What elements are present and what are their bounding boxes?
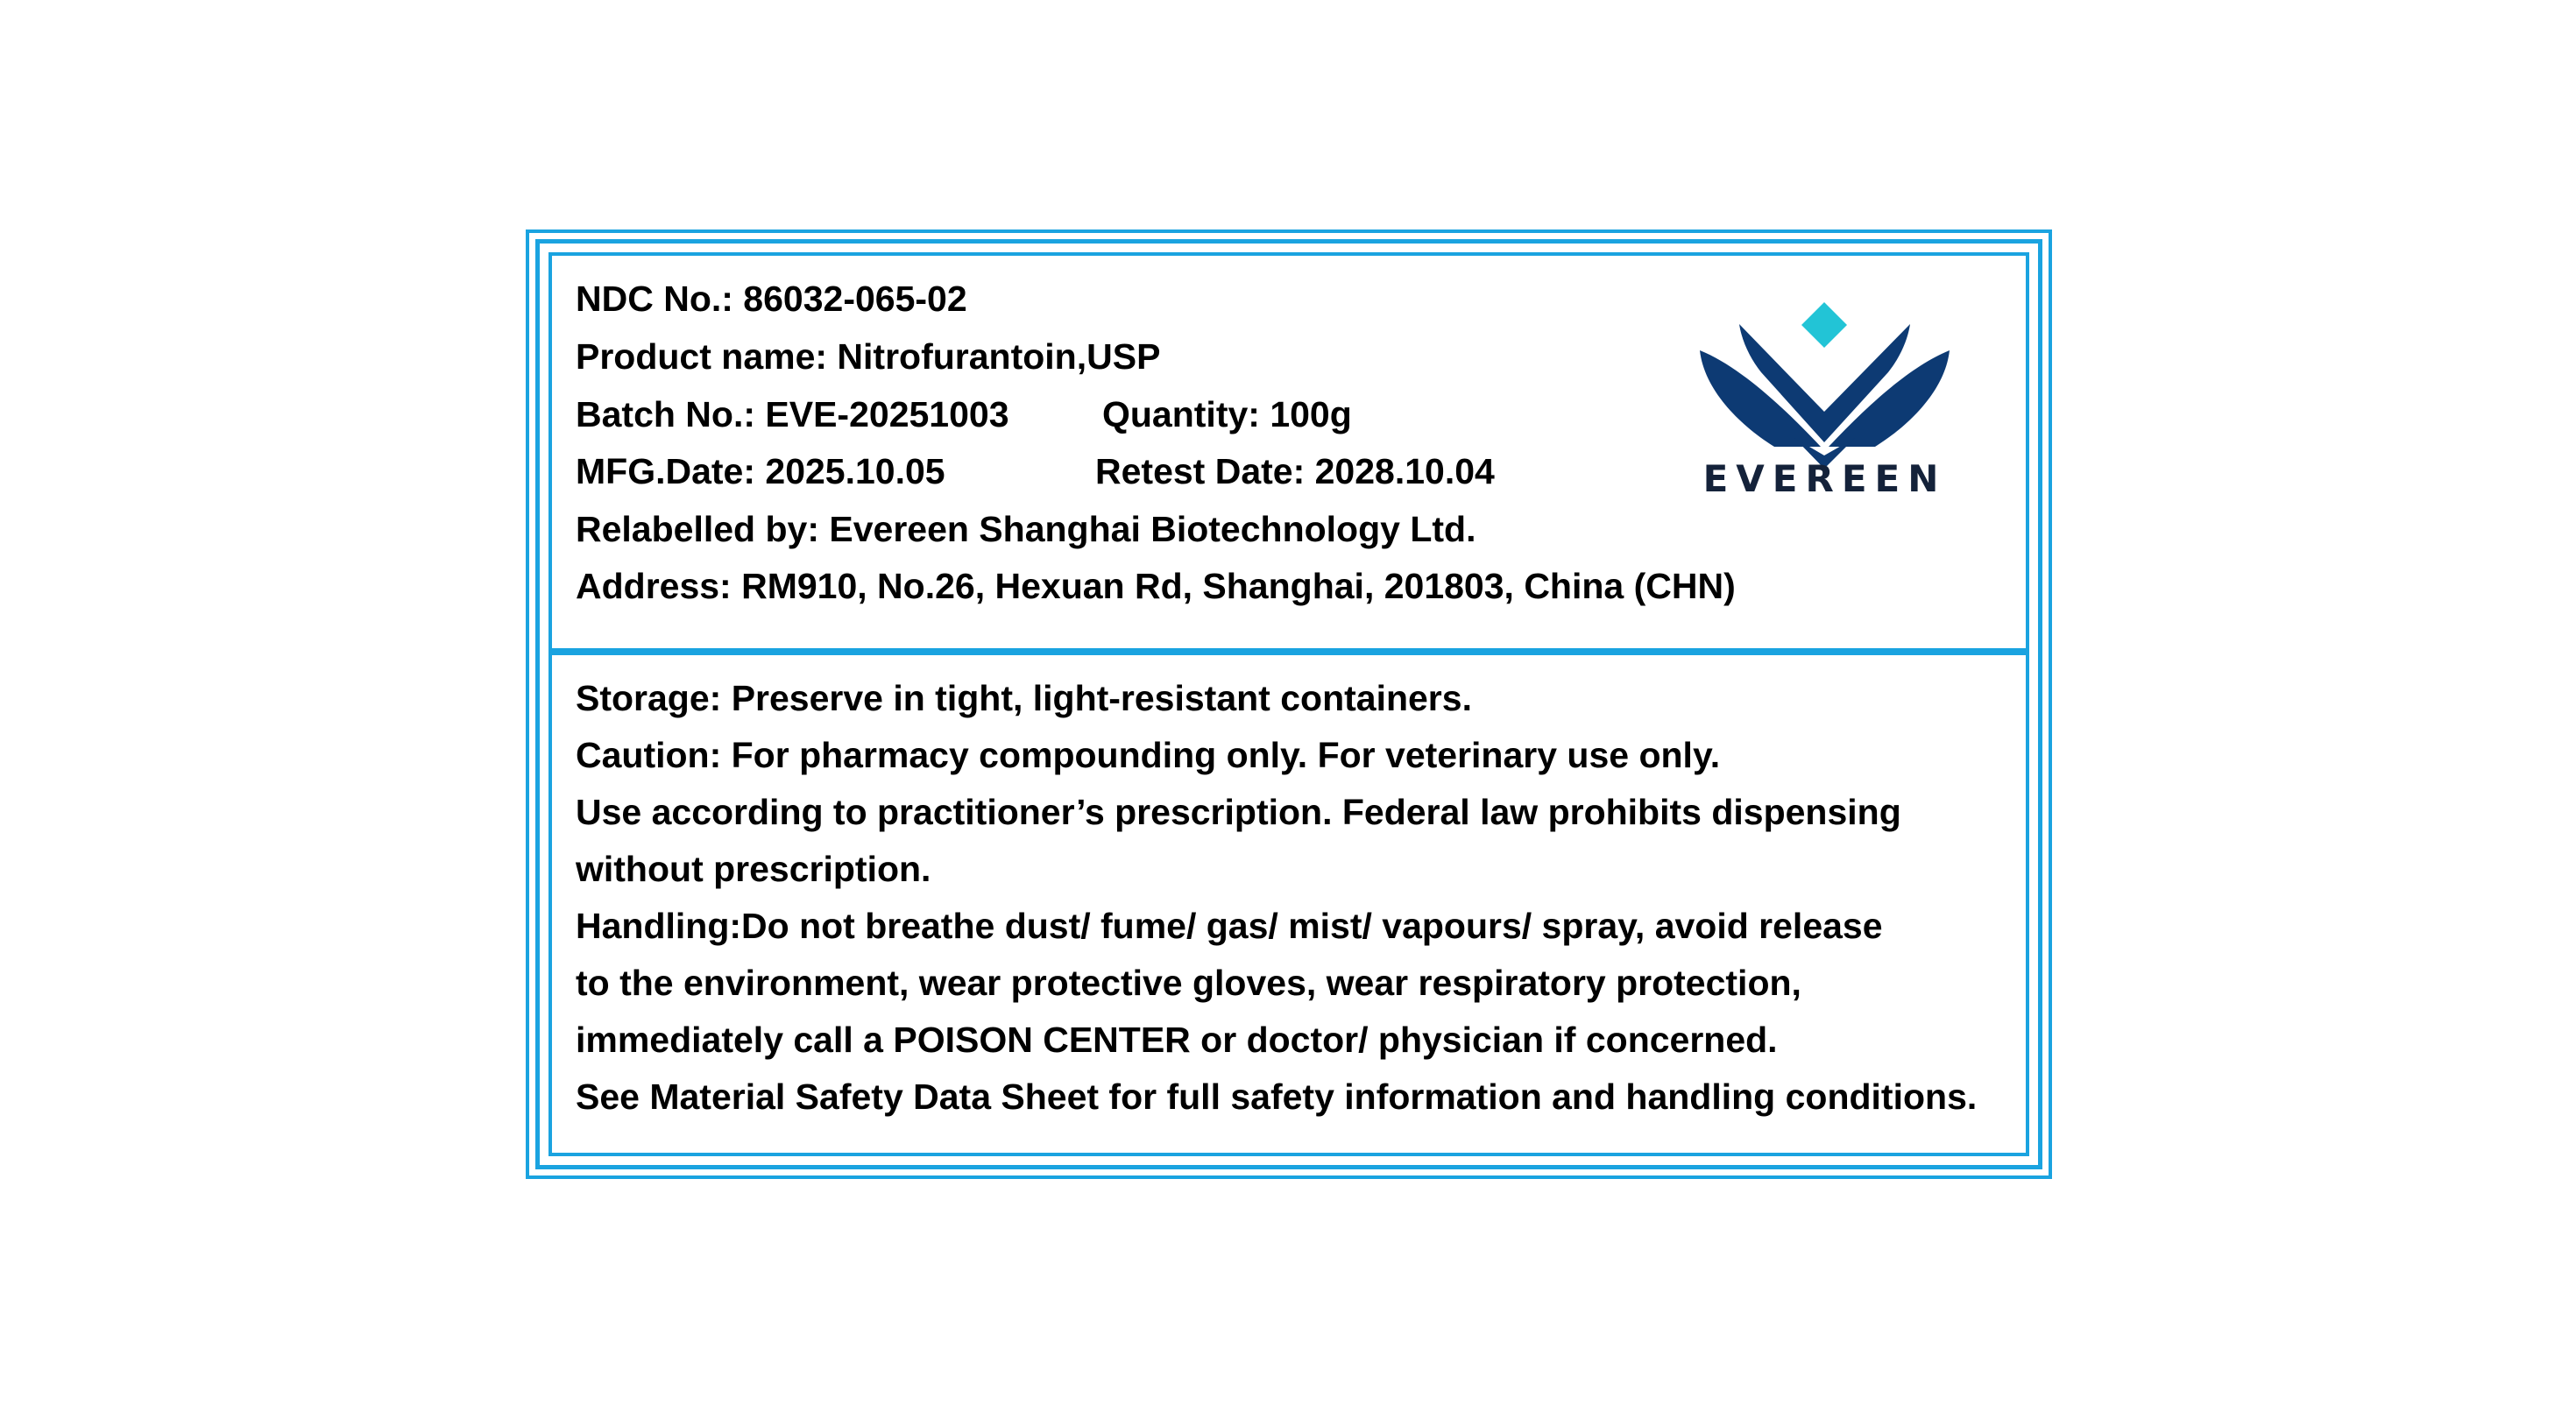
retest-date: Retest Date: 2028.10.04 bbox=[1095, 451, 1495, 491]
section-divider bbox=[548, 648, 2029, 655]
address: Address: RM910, No.26, Hexuan Rd, Shanghai, 201803, China (CHN) bbox=[576, 566, 1736, 606]
logo-diamond bbox=[1801, 302, 1847, 348]
handling-line-1: Handling:Do not breathe dust/ fume/ gas/ mist/ vapours/ spray, avoid release bbox=[576, 906, 1883, 946]
msds-line: See Material Safety Data Sheet for full safety information and handling conditions. bbox=[576, 1077, 1978, 1117]
mfg-date: MFG.Date: 2025.10.05 bbox=[576, 451, 945, 491]
brand-name: EVEREEN bbox=[1702, 457, 1947, 500]
relabelled-by: Relabelled by: Evereen Shanghai Biotechnology Ltd. bbox=[576, 509, 1476, 549]
usage-line-1: Use according to practitioner’s prescription. Federal law prohibits dispensing bbox=[576, 792, 1901, 832]
product-name: Product name: Nitrofurantoin,USP bbox=[576, 336, 1161, 377]
storage-line: Storage: Preserve in tight, light-resistant containers. bbox=[576, 678, 1472, 718]
quantity: Quantity: 100g bbox=[1102, 394, 1352, 434]
usage-line-2: without prescription. bbox=[576, 849, 931, 889]
handling-line-3: immediately call a POISON CENTER or doctor/ physician if concerned. bbox=[576, 1020, 1778, 1060]
batch-number: Batch No.: EVE-20251003 bbox=[576, 394, 1009, 434]
ndc-number: NDC No.: 86032-065-02 bbox=[576, 279, 967, 319]
caution-line: Caution: For pharmacy compounding only. For veterinary use only. bbox=[576, 735, 1721, 775]
handling-line-2: to the environment, wear protective gloves, wear respiratory protection, bbox=[576, 963, 1801, 1003]
